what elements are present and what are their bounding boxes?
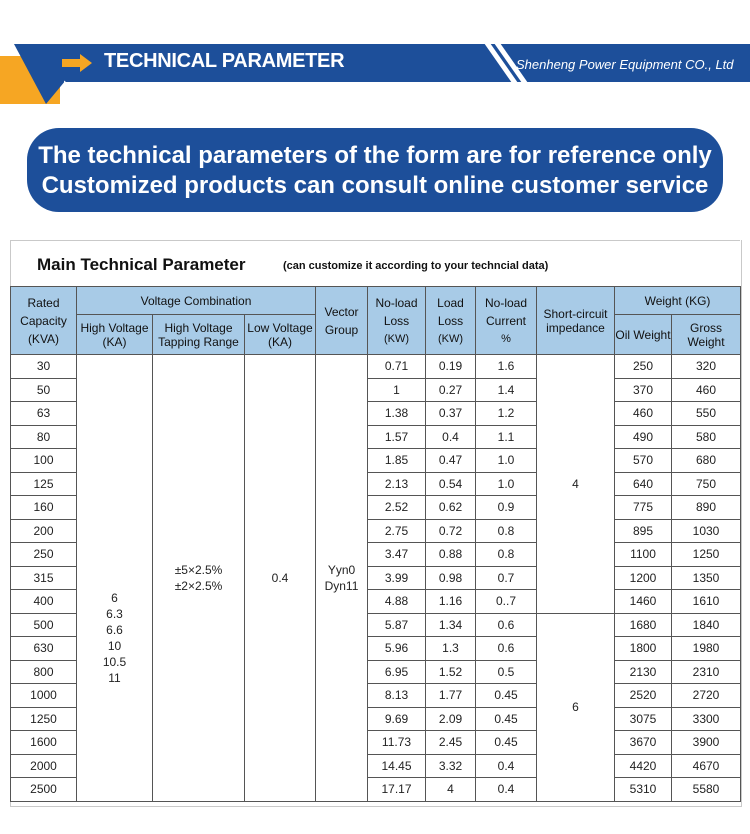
- header-short-circuit-impedance: Short-circuit impedance: [537, 287, 615, 355]
- cell-gross-weight: 1250: [672, 543, 741, 567]
- cell-oil-weight: 3075: [615, 707, 672, 731]
- cell-oil-weight: 2130: [615, 660, 672, 684]
- cell-oil-weight: 4420: [615, 754, 672, 778]
- cell-load-loss: 0.37: [426, 402, 476, 426]
- cell-oil-weight: 1200: [615, 566, 672, 590]
- cell-gross-weight: 5580: [672, 778, 741, 802]
- cell-no-load-loss: 9.69: [368, 707, 426, 731]
- cell-no-load-current: 0.45: [476, 684, 537, 708]
- cell-no-load-loss: 0.71: [368, 355, 426, 379]
- cell-no-load-loss: 6.95: [368, 660, 426, 684]
- cell-no-load-current: 0.45: [476, 707, 537, 731]
- cell-no-load-loss: 11.73: [368, 731, 426, 755]
- cell-no-load-loss: 4.88: [368, 590, 426, 614]
- cell-no-load-current: 1.0: [476, 472, 537, 496]
- cell-rated-capacity: 400: [11, 590, 77, 614]
- cell-gross-weight: 750: [672, 472, 741, 496]
- table-row: [11, 355, 741, 379]
- cell-rated-capacity: 80: [11, 425, 77, 449]
- merged-value-line: Dyn11: [324, 578, 359, 593]
- cell-rated-capacity: 1000: [11, 684, 77, 708]
- cell-gross-weight: 1980: [672, 637, 741, 661]
- cell-load-loss: 0.19: [426, 355, 476, 379]
- technical-parameter-table: [10, 286, 741, 802]
- header-oil-weight: Oil Weight: [615, 315, 672, 355]
- cell-gross-weight: 4670: [672, 754, 741, 778]
- cell-rated-capacity: 630: [11, 637, 77, 661]
- header-low-voltage: Low Voltage (KA): [245, 315, 316, 355]
- cell-no-load-current: 1.2: [476, 402, 537, 426]
- cell-gross-weight: 2720: [672, 684, 741, 708]
- cell-oil-weight: 490: [615, 425, 672, 449]
- cell-no-load-current: 0.4: [476, 778, 537, 802]
- cell-no-load-current: 0.8: [476, 543, 537, 567]
- cell-no-load-loss: 2.52: [368, 496, 426, 520]
- cell-rated-capacity: 250: [11, 543, 77, 567]
- arrow-right-icon: [62, 54, 92, 72]
- cell-gross-weight: 2310: [672, 660, 741, 684]
- cell-gross-weight: 320: [672, 355, 741, 379]
- cell-no-load-current: 1.0: [476, 449, 537, 473]
- cell-oil-weight: 370: [615, 378, 672, 402]
- cell-no-load-current: 0.9: [476, 496, 537, 520]
- cell-no-load-current: 0.7: [476, 566, 537, 590]
- cell-gross-weight: 1840: [672, 613, 741, 637]
- cell-rated-capacity: 2000: [11, 754, 77, 778]
- cell-tapping-range-merged: [153, 355, 245, 802]
- cell-no-load-loss: 17.17: [368, 778, 426, 802]
- cell-load-loss: 0.47: [426, 449, 476, 473]
- cell-no-load-current: 0..7: [476, 590, 537, 614]
- cell-gross-weight: 580: [672, 425, 741, 449]
- cell-no-load-current: 1.1: [476, 425, 537, 449]
- merged-value-line: 6.3: [106, 606, 123, 621]
- cell-no-load-current: 0.6: [476, 637, 537, 661]
- cell-load-loss: 2.45: [426, 731, 476, 755]
- header-no-load-current: No-load Current %: [476, 287, 537, 355]
- header-title: TECHNICAL PARAMETER: [104, 50, 345, 72]
- cell-gross-weight: 890: [672, 496, 741, 520]
- cell-gross-weight: 3900: [672, 731, 741, 755]
- cell-rated-capacity: 200: [11, 519, 77, 543]
- cell-no-load-current: 0.8: [476, 519, 537, 543]
- cell-rated-capacity: 160: [11, 496, 77, 520]
- cell-rated-capacity: 125: [11, 472, 77, 496]
- cell-gross-weight: 680: [672, 449, 741, 473]
- cell-rated-capacity: 63: [11, 402, 77, 426]
- banner-line-2: Customized products can consult online customer service: [41, 172, 709, 199]
- cell-high-voltage-merged: [77, 355, 153, 802]
- cell-oil-weight: 2520: [615, 684, 672, 708]
- cell-low-voltage-merged: 0.4: [245, 355, 316, 802]
- cell-load-loss: 1.77: [426, 684, 476, 708]
- header-gross-weight: Gross Weight: [672, 315, 741, 355]
- merged-value-line: Yyn0: [327, 562, 356, 577]
- cell-load-loss: 0.27: [426, 378, 476, 402]
- cell-oil-weight: 640: [615, 472, 672, 496]
- cell-load-loss: 0.4: [426, 425, 476, 449]
- header-load-loss: Load Loss (KW): [426, 287, 476, 355]
- cell-impedance-upper: 4: [537, 355, 615, 614]
- cell-no-load-loss: 1.38: [368, 402, 426, 426]
- cell-load-loss: 0.98: [426, 566, 476, 590]
- cell-oil-weight: 1800: [615, 637, 672, 661]
- cell-rated-capacity: 30: [11, 355, 77, 379]
- cell-rated-capacity: 1250: [11, 707, 77, 731]
- table-title: Main Technical Parameter: [37, 255, 246, 274]
- cell-no-load-loss: 3.99: [368, 566, 426, 590]
- cell-gross-weight: 1610: [672, 590, 741, 614]
- cell-no-load-loss: 1.85: [368, 449, 426, 473]
- header-rated-capacity: Rated Capacity (KVA): [11, 287, 77, 355]
- cell-impedance-lower: 6: [537, 613, 615, 801]
- cell-load-loss: 2.09: [426, 707, 476, 731]
- cell-oil-weight: 570: [615, 449, 672, 473]
- cell-no-load-loss: 2.13: [368, 472, 426, 496]
- cell-load-loss: 3.32: [426, 754, 476, 778]
- cell-no-load-loss: 2.75: [368, 519, 426, 543]
- cell-oil-weight: 1680: [615, 613, 672, 637]
- table-note: (can customize it according to your techncial data): [283, 260, 549, 272]
- header-high-voltage: High Voltage (KA): [77, 315, 153, 355]
- cell-vector-group-merged: [316, 355, 368, 802]
- cell-rated-capacity: 1600: [11, 731, 77, 755]
- cell-gross-weight: 1350: [672, 566, 741, 590]
- cell-load-loss: 1.16: [426, 590, 476, 614]
- cell-no-load-loss: 14.45: [368, 754, 426, 778]
- cell-rated-capacity: 50: [11, 378, 77, 402]
- cell-no-load-current: 1.6: [476, 355, 537, 379]
- cell-oil-weight: 3670: [615, 731, 672, 755]
- cell-load-loss: 1.52: [426, 660, 476, 684]
- cell-rated-capacity: 315: [11, 566, 77, 590]
- merged-value-line: 10: [107, 638, 122, 653]
- cell-gross-weight: 3300: [672, 707, 741, 731]
- cell-oil-weight: 250: [615, 355, 672, 379]
- cell-load-loss: 4: [426, 778, 476, 802]
- header-no-load-loss: No-load Loss (KW): [368, 287, 426, 355]
- notice-banner: [27, 128, 723, 212]
- cell-no-load-loss: 8.13: [368, 684, 426, 708]
- cell-rated-capacity: 2500: [11, 778, 77, 802]
- merged-value-line: 11: [108, 670, 121, 685]
- cell-load-loss: 1.34: [426, 613, 476, 637]
- cell-gross-weight: 460: [672, 378, 741, 402]
- company-name: Shenheng Power Equipment CO., Ltd: [516, 57, 734, 72]
- cell-oil-weight: 1100: [615, 543, 672, 567]
- merged-value-line: 6.6: [106, 622, 123, 637]
- cell-no-load-loss: 3.47: [368, 543, 426, 567]
- cell-no-load-loss: 5.87: [368, 613, 426, 637]
- cell-oil-weight: 775: [615, 496, 672, 520]
- cell-load-loss: 1.3: [426, 637, 476, 661]
- merged-value-line: 6: [111, 590, 118, 605]
- merged-value-line: ±5×2.5%: [174, 562, 223, 577]
- cell-no-load-loss: 1.57: [368, 425, 426, 449]
- cell-no-load-current: 0.5: [476, 660, 537, 684]
- cell-oil-weight: 1460: [615, 590, 672, 614]
- cell-no-load-current: 0.45: [476, 731, 537, 755]
- merged-value-line: ±2×2.5%: [174, 578, 223, 593]
- cell-gross-weight: 1030: [672, 519, 741, 543]
- cell-gross-weight: 550: [672, 402, 741, 426]
- cell-no-load-current: 0.6: [476, 613, 537, 637]
- cell-rated-capacity: 100: [11, 449, 77, 473]
- cell-oil-weight: 460: [615, 402, 672, 426]
- cell-rated-capacity: 500: [11, 613, 77, 637]
- banner-line-1: The technical parameters of the form are for reference only: [38, 142, 712, 169]
- header-vector-group: Vector Group: [316, 287, 368, 355]
- cell-no-load-loss: 5.96: [368, 637, 426, 661]
- header-voltage-combination: Voltage Combination: [77, 287, 316, 315]
- cell-no-load-current: 0.4: [476, 754, 537, 778]
- cell-oil-weight: 5310: [615, 778, 672, 802]
- header-weight: Weight (KG): [615, 287, 741, 315]
- merged-value-line: 10.5: [102, 654, 127, 669]
- table-caption: [10, 240, 740, 287]
- cell-no-load-loss: 1: [368, 378, 426, 402]
- header-tapping-range: High Voltage Tapping Range: [153, 315, 245, 355]
- cell-load-loss: 0.72: [426, 519, 476, 543]
- cell-oil-weight: 895: [615, 519, 672, 543]
- cell-rated-capacity: 800: [11, 660, 77, 684]
- cell-load-loss: 0.54: [426, 472, 476, 496]
- cell-load-loss: 0.88: [426, 543, 476, 567]
- cell-load-loss: 0.62: [426, 496, 476, 520]
- cell-no-load-current: 1.4: [476, 378, 537, 402]
